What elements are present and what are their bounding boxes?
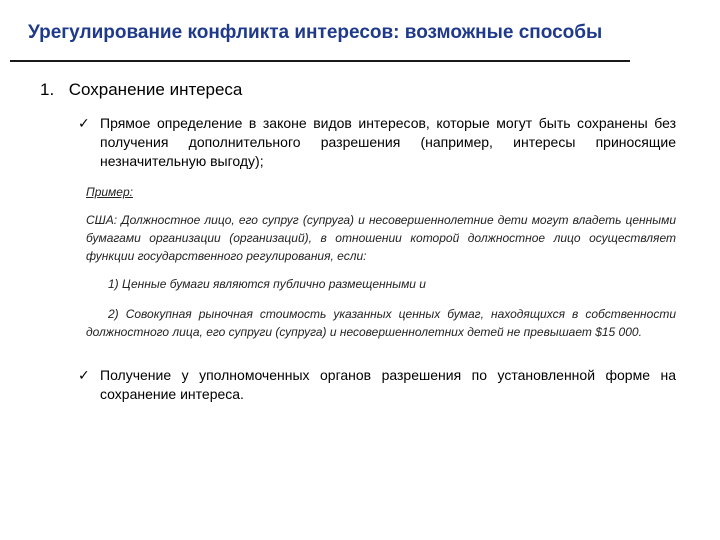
title-divider — [10, 60, 630, 62]
section-number: 1. — [40, 80, 55, 99]
example-label: Пример: — [86, 185, 133, 199]
section-heading — [40, 80, 242, 100]
bullet-text: Прямое определение в законе видов интересов, которые могут быть сохранены без получения дополнительного разрешения (например, интересы приносящие незначительную выгоду); — [100, 115, 676, 169]
example-block — [86, 183, 676, 341]
checkmark-icon: ✓ — [78, 115, 90, 131]
example-condition-1: 1) Ценные бумаги являются публично размещенными и — [108, 277, 426, 291]
bullet-item-direct-definition — [78, 114, 676, 171]
example-condition-2: 2) Совокупная рыночная стоимость указанных ценных бумаг, находящихся в собственности должностного лица, его супруги (супруга) и несовершеннолетних детей не превышает $15 000. — [86, 307, 676, 339]
bullet-text: Получение у уполномоченных органов разрешения по установленной форме на сохранение интереса. — [100, 367, 676, 402]
bullet-item-permission — [78, 366, 676, 404]
slide-title: Урегулирование конфликта интересов: возможные способы — [28, 22, 603, 43]
example-usa-text: США: Должностное лицо, его супруг (супруга) и несовершеннолетние дети могут владеть ценными бумагами организации (организаций), в отношении которой должностное лицо осуществляет функции государственного регулирования, если: — [86, 213, 676, 263]
checkmark-icon: ✓ — [78, 367, 90, 383]
section-heading-text: Сохранение интереса — [68, 80, 243, 99]
